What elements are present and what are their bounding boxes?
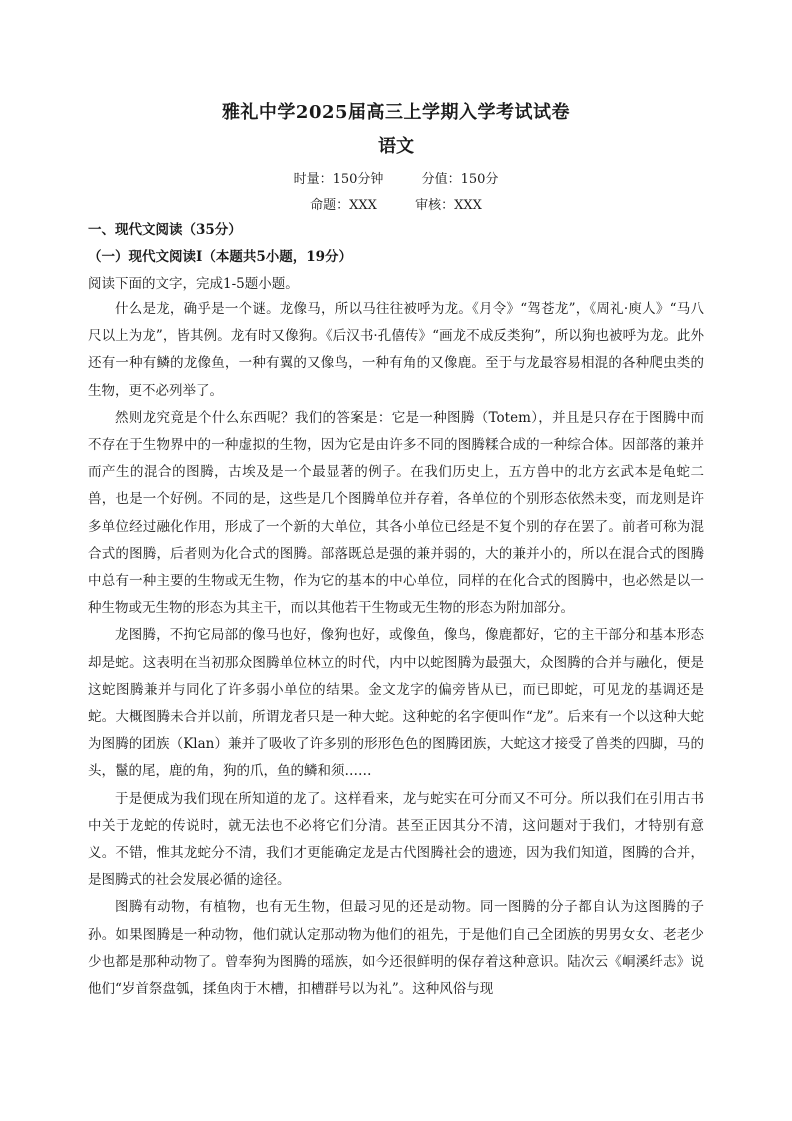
reviewer-label: 审核：XXX [415,198,482,213]
passage-paragraph: 然则龙究竟是个什么东西呢？我们的答案是：它是一种图腾（Totem），并且是只存在于图腾中而不存在于生物界中的一种虚拟的生物，因为它是由许多不同的图腾糅合成的一种综合体。因部落的兼并而产生的混合的图腾，古埃及是一个最显著的例子。在我们历史上，五方兽中的北方玄武本是龟蛇二兽，也是一个好例。不同的是，这些是几个图腾单位并存着，各单位的个别形态依然未变，而龙则是许多单位经过融化作用，形成了一个新的大单位，其各小单位已经是不复个别的存在罢了。前者可称为混合式的图腾，后者则为化合式的图腾。部落既总是强的兼并弱的，大的兼并小的，所以在混合式的图腾中总有一种主要的生物或无生物，作为它的基本的中心单位，同样的在化合式的图腾中，也必然是以一种生物或无生物的形态为其主干，而以其他若干生物或无生物的形态为附加部分。 [88,409,704,617]
author-label: 命题：XXX [310,198,377,213]
exam-title: 雅礼中学2025届高三上学期入学考试试卷 [221,102,571,123]
section-heading-part1: 一、现代文阅读（35分） [88,222,242,238]
passage-paragraph: 于是便成为我们现在所知道的龙了。这样看来，龙与蛇实在可分而又不可分。所以我们在引用古书中关于龙蛇的传说时，就无法也不必将它们分清。甚至正因其分不清，这问题对于我们，才特别有意义。不错，惟其龙蛇分不清，我们才更能确定龙是古代图腾社会的遗迹，因为我们知道，图腾的合并，是图腾式的社会发展必循的途径。 [88,790,704,889]
passage-paragraph: 龙图腾，不拘它局部的像马也好，像狗也好，或像鱼，像鸟，像鹿都好，它的主干部分和基本形态却是蛇。这表明在当初那众图腾单位林立的时代，内中以蛇图腾为最强大，众图腾的合并与融化，便是这蛇图腾兼并与同化了许多弱小单位的结果。金文龙字的偏旁皆从已，而已即蛇，可见龙的基调还是蛇。大概图腾未合并以前，所谓龙者只是一种大蛇。这种蛇的名字便叫作“龙”。后来有一个以这种大蛇为图腾的团族（Klan）兼并了吸收了许多别的形形色色的图腾团族，大蛇这才接受了兽类的四脚，马的头，鬣的尾，鹿的角，狗的爪，鱼的鳞和须…… [88,627,704,780]
passage-paragraph: 什么是龙，确乎是一个谜。龙像马，所以马往往被呼为龙。《月令》“驾苍龙”，《周礼·庾人》“马八尺以上为龙”，皆其例。龙有时又像狗。《后汉书·孔僖传》“画龙不成反类狗”，所以狗也被呼为龙。此外还有一种有鳞的龙像鱼，一种有翼的又像鸟，一种有角的又像鹿。至于与龙最容易相混的各种爬虫类的生物，更不必列举了。 [88,301,704,399]
section-heading-reading-1: （一）现代文阅读I（本题共5小题，19分） [88,249,352,265]
subject-title: 语文 [378,136,414,157]
exam-meta-authors [0,194,792,213]
reading-passage [88,296,704,1003]
passage-paragraph: 图腾有动物，有植物，也有无生物，但最习见的还是动物。同一图腾的分子都自认为这图腾的子孙。如果图腾是一种动物，他们就认定那动物为他们的祖先，于是他们自己全团族的男男女女、老老少少也都是那种动物了。曾奉狗为图腾的瑶族，如今还很鲜明的保存着这种意识。陆次云《峒溪纤志》说他们“岁首祭盘瓠，揉鱼肉于木槽，扣槽群号以为礼”。这种风俗与现 [88,899,704,998]
exam-meta-time-score [0,168,792,187]
time-label: 时量：150分钟 [293,172,384,187]
score-label: 分值：150分 [421,172,499,187]
reading-instruction: 阅读下面的文字，完成1-5题小题。 [88,276,299,292]
